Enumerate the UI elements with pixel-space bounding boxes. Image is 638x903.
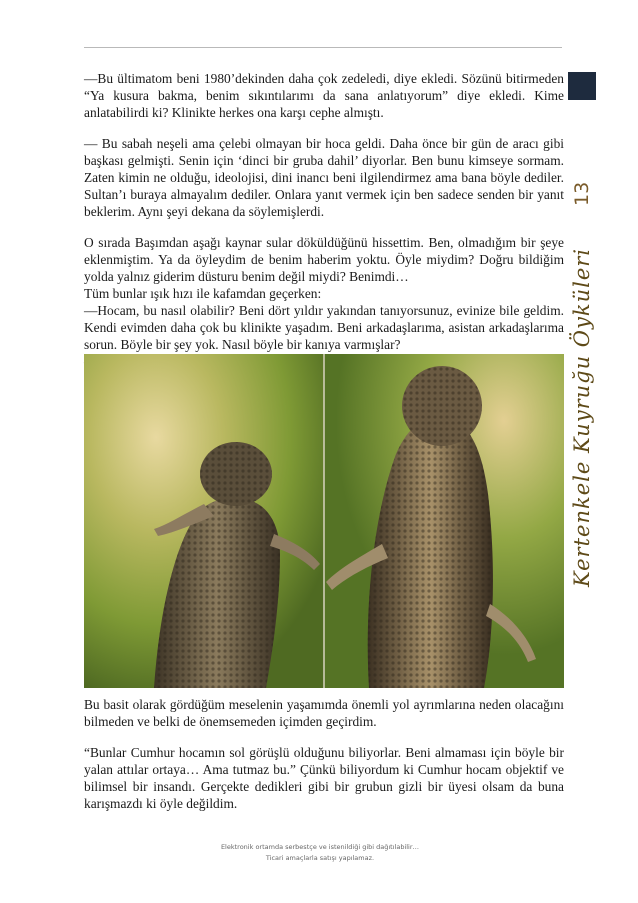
page-body-bottom [84,696,564,812]
paragraph: — Bu sabah neşeli ama çelebi olmayan bir hoca geldi. Daha önce bir gün de aracı gibi başkası gelmişti. Senin için ‘dinci bir gruba dahil’ diyorlar. Ben bunu kimseye sormam. Zaten kimin ne olduğu, ideolojisi, dini inancı beni ilgilendirmez ama bana böyle dediler. Sultan’ı buraya almayalım dediler. Onlara yanıt vermek için ben sadece senden bir yanıt beklerim. Aynı şeyi dekana da söylemişlerdi. [84,136,564,219]
page-body-top [84,70,564,370]
footer [200,842,440,864]
footer-line: Ticari amaçlarla satışı yapılamaz. [265,854,375,862]
two-lizards-photo [84,354,564,688]
top-rule [84,47,562,48]
book-title: Kertenkele Kuyruğu Öyküleri [570,247,594,587]
footer-line: Elektronik ortamda serbestçe ve istenildiği gibi dağıtılabilir… [220,843,420,851]
paragraph: O sırada Başımdan aşağı kaynar sular döküldüğünü hissettim. Ben, olmadığım bir şeye eklenmiştim. Ya da öyleydim de benim haberim yoktu. Öyle miydim? Doğru bildiğim yolda yalnız giderim düsturu benim değil miydi? Benimdi… [84,235,564,284]
side-header [568,72,596,612]
paragraph: “Bunlar Cumhur hocamın sol görüşlü olduğunu biliyorlar. Beni almaması için böyle bir yalan attılar ortaya… Ama tutmaz bu.” Çünkü biliyordum ki Cumhur hocam objektif ve bilimsel bir insandı. Gerçekte dedikleri gibi bir grubun gizli bir üyesi olsam da buna karışmazdı ki öyle değildim. [84,745,564,811]
paragraph: —Bu ültimatom beni 1980’dekinden daha çok zedeledi, diye ekledi. Sözünü bitirmeden “Ya kusura bakma, benim sıkıntılarımı da sana anlatıyorum” diye ekledi. Kime anlatabilirdi ki? Klinikte herkes ona karşı cephe almıştı. [84,71,564,120]
paragraph: —Hocam, bu nasıl olabilir? Beni dört yıldır yakından tanıyorsunuz, evinize bile geldim. Kendi evimden daha çok bu klinikte yaşadım. Beni arkadaşlarıma, asistan arkadaşlarıma sorun. Böyle bir şey yok. Nasıl böyle bir kanıya varmışlar? [84,303,564,352]
paragraph: Tüm bunlar ışık hızı ile kafamdan geçerken: [84,286,322,301]
page-number: 13 [571,181,593,207]
side-color-bar [568,72,596,100]
paragraph: Bu basit olarak gördüğüm meselenin yaşamımda önemli yol ayrımlarına neden olacağını bilmeden ve belki de önemsemeden içimden geçirdim. [84,697,564,729]
